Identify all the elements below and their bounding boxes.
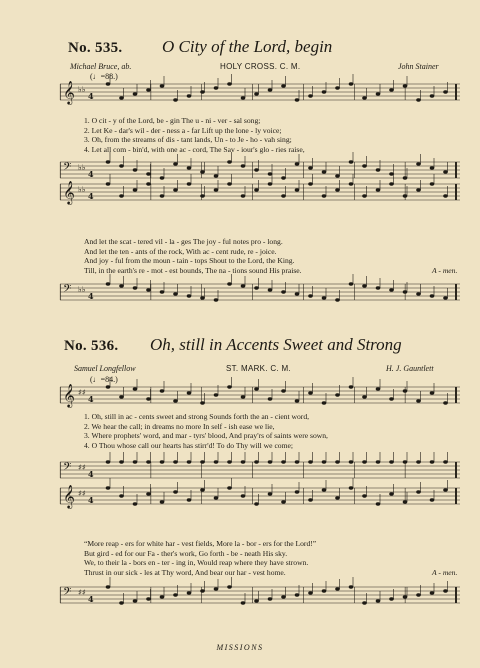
note-head bbox=[362, 164, 367, 167]
note-head bbox=[349, 282, 354, 285]
note-head bbox=[146, 460, 151, 463]
note-head bbox=[254, 387, 259, 390]
verse-line: And let the ten - ants of the rock, With ac - cent rude, re - joice. bbox=[84, 246, 277, 256]
note-head bbox=[173, 399, 178, 402]
music-system bbox=[60, 486, 470, 528]
note-head bbox=[214, 587, 219, 590]
note-head bbox=[133, 92, 138, 95]
note-head bbox=[389, 182, 394, 185]
page-footer: MISSIONS bbox=[216, 643, 264, 652]
note-head bbox=[403, 595, 408, 598]
treble-clef-icon: 𝄞 bbox=[63, 80, 75, 104]
note-head bbox=[160, 460, 165, 463]
note-head bbox=[295, 188, 300, 191]
note-head bbox=[119, 460, 124, 463]
note-head bbox=[200, 170, 205, 173]
note-head bbox=[187, 591, 192, 594]
note-head bbox=[322, 589, 327, 592]
verse-line: 3. Oh, from the streams of dis - tant lands, Un - to Je - ho - vah sing; bbox=[84, 135, 292, 145]
note-head bbox=[106, 460, 111, 463]
note-head bbox=[187, 294, 192, 297]
hymn-535-composer: John Stainer bbox=[398, 62, 439, 71]
verse-line: 1. O cit - y of the Lord, be - gin The u - ni - ver - sal song; bbox=[84, 116, 261, 125]
note-head bbox=[335, 298, 340, 301]
note-head bbox=[160, 290, 165, 293]
note-head bbox=[389, 397, 394, 400]
note-head bbox=[322, 488, 327, 491]
note-head bbox=[146, 597, 151, 600]
verse-line: 2. We hear the call; in dreams no more In self - ish ease we lie, bbox=[84, 421, 275, 431]
time-signature-icon: 4 bbox=[88, 394, 94, 404]
note-head bbox=[106, 585, 111, 588]
note-head bbox=[281, 460, 286, 463]
note-head bbox=[214, 460, 219, 463]
note-head bbox=[268, 88, 273, 91]
note-head bbox=[376, 387, 381, 390]
note-head bbox=[362, 601, 367, 604]
note-head bbox=[335, 587, 340, 590]
note-head bbox=[295, 292, 300, 295]
note-head bbox=[214, 174, 219, 177]
note-head bbox=[281, 595, 286, 598]
note-head bbox=[349, 82, 354, 85]
note-head bbox=[119, 96, 124, 99]
note-head bbox=[376, 168, 381, 171]
note-head bbox=[268, 182, 273, 185]
note-head bbox=[430, 94, 435, 97]
note-head bbox=[146, 182, 151, 185]
note-head bbox=[119, 395, 124, 398]
note-head bbox=[254, 188, 259, 191]
note-head bbox=[335, 188, 340, 191]
note-head bbox=[416, 162, 421, 165]
staff-lines bbox=[60, 184, 460, 200]
note-head bbox=[119, 284, 124, 287]
note-head bbox=[389, 492, 394, 495]
verse-block bbox=[84, 237, 302, 275]
note-head bbox=[133, 188, 138, 191]
note-head bbox=[416, 188, 421, 191]
staff-lines bbox=[60, 462, 460, 478]
note-head bbox=[349, 486, 354, 489]
note-head bbox=[268, 597, 273, 600]
note-head bbox=[295, 593, 300, 596]
note-head bbox=[146, 172, 151, 175]
note-head bbox=[376, 599, 381, 602]
verse-line: And joy - ful from the moun - tain - tops Shout to the Lord, the King. bbox=[84, 256, 295, 266]
verse-line: But gird - ed for our Fa - ther's work, Go forth - be - neath His sky. bbox=[84, 548, 288, 558]
key-signature-icon: ♯♯ bbox=[78, 588, 86, 597]
note-head bbox=[106, 160, 111, 163]
note-head bbox=[416, 460, 421, 463]
note-head bbox=[254, 92, 259, 95]
note-head bbox=[227, 282, 232, 285]
bass-clef-icon: 𝄢 bbox=[63, 283, 72, 298]
verse-line: 4. O Thou whose call our hearts has stirr'd! To do Thy will we come; bbox=[84, 440, 293, 450]
note-head bbox=[322, 170, 327, 173]
note-head bbox=[200, 296, 205, 299]
note-head bbox=[119, 601, 124, 604]
note-head bbox=[281, 500, 286, 503]
note-head bbox=[106, 385, 111, 388]
note-head bbox=[133, 387, 138, 390]
hymn-536-title: Oh, still in Accents Sweet and Strong bbox=[150, 335, 402, 354]
note-head bbox=[335, 86, 340, 89]
note-head bbox=[416, 593, 421, 596]
note-head bbox=[173, 490, 178, 493]
key-signature-icon: ♯♯ bbox=[78, 489, 86, 498]
hymn-536-author: Samuel Longfellow bbox=[74, 364, 136, 373]
note-head bbox=[214, 393, 219, 396]
note-head bbox=[254, 168, 259, 171]
hymn-535-tune: HOLY CROSS. C. M. bbox=[220, 62, 301, 71]
note-head bbox=[389, 172, 394, 175]
verse-line: 3. Where prophets' word, and mar - tyrs' blood, And pray'rs of saints were sown, bbox=[84, 431, 328, 441]
note-head bbox=[146, 288, 151, 291]
note-head bbox=[308, 182, 313, 185]
time-signature-icon: 4 bbox=[88, 495, 94, 505]
note-head bbox=[308, 591, 313, 594]
note-head bbox=[430, 460, 435, 463]
note-head bbox=[254, 460, 259, 463]
note-head bbox=[362, 284, 367, 287]
note-head bbox=[173, 292, 178, 295]
note-head bbox=[133, 460, 138, 463]
note-head bbox=[227, 460, 232, 463]
note-head bbox=[335, 460, 340, 463]
note-head bbox=[281, 389, 286, 392]
verse-line: We, to their la - bors en - ter - ing in, Would reap where they have strown. bbox=[84, 558, 309, 568]
note-head bbox=[119, 494, 124, 497]
note-head bbox=[106, 486, 111, 489]
note-head bbox=[349, 182, 354, 185]
time-signature-icon: 4 bbox=[88, 191, 94, 201]
note-head bbox=[308, 94, 313, 97]
note-head bbox=[443, 401, 448, 404]
treble-clef-icon: 𝄞 bbox=[63, 383, 75, 407]
hymn-536-tune: ST. MARK. C. M. bbox=[226, 364, 291, 373]
note-head bbox=[322, 194, 327, 197]
note-head bbox=[173, 460, 178, 463]
note-head bbox=[430, 294, 435, 297]
note-head bbox=[349, 585, 354, 588]
amen-label: A - men. bbox=[432, 568, 458, 577]
note-head bbox=[187, 498, 192, 501]
treble-clef-icon: 𝄞 bbox=[63, 180, 75, 204]
note-head bbox=[160, 500, 165, 503]
hymn-535-author: Michael Bruce, ab. bbox=[70, 62, 132, 71]
note-head bbox=[241, 494, 246, 497]
note-head bbox=[241, 601, 246, 604]
note-head bbox=[200, 194, 205, 197]
note-head bbox=[430, 182, 435, 185]
note-head bbox=[443, 170, 448, 173]
note-head bbox=[214, 496, 219, 499]
note-head bbox=[241, 96, 246, 99]
note-head bbox=[362, 494, 367, 497]
note-head bbox=[308, 294, 313, 297]
note-head bbox=[335, 393, 340, 396]
note-head bbox=[349, 385, 354, 388]
note-head bbox=[227, 82, 232, 85]
note-head bbox=[200, 90, 205, 93]
note-head bbox=[173, 162, 178, 165]
hymn-535-title: O City of the Lord, begin bbox=[162, 37, 333, 56]
note-head bbox=[173, 593, 178, 596]
staff-lines bbox=[60, 587, 460, 603]
verse-line: Thrust in our sick - les at Thy word, And bear our har - vest home. bbox=[84, 567, 286, 577]
note-head bbox=[308, 166, 313, 169]
note-head bbox=[349, 460, 354, 463]
verse-line: And let the scat - tered vil - la - ges The joy - ful notes pro - long. bbox=[84, 237, 283, 246]
note-head bbox=[268, 492, 273, 495]
key-signature-icon: ♭♭ bbox=[78, 185, 86, 194]
note-head bbox=[227, 160, 232, 163]
verse-line: 2. Let Ke - dar's wil - der - ness a - far Lift up the lone - ly voice; bbox=[84, 125, 282, 135]
note-head bbox=[322, 460, 327, 463]
note-head bbox=[119, 194, 124, 197]
note-head bbox=[443, 296, 448, 299]
note-head bbox=[241, 284, 246, 287]
note-head bbox=[403, 194, 408, 197]
note-head bbox=[281, 194, 286, 197]
note-head bbox=[214, 298, 219, 301]
music-system bbox=[60, 585, 470, 627]
note-head bbox=[430, 498, 435, 501]
bass-clef-icon: 𝄢 bbox=[63, 461, 72, 476]
note-head bbox=[362, 96, 367, 99]
note-head bbox=[308, 391, 313, 394]
note-head bbox=[106, 182, 111, 185]
note-head bbox=[281, 290, 286, 293]
note-head bbox=[281, 84, 286, 87]
note-head bbox=[146, 88, 151, 91]
verse-line: “More reap - ers for white har - vest fields, More la - bor - ers for the Lord!” bbox=[84, 539, 317, 548]
time-signature-icon: 4 bbox=[88, 169, 94, 179]
verse-block bbox=[84, 116, 305, 154]
note-head bbox=[443, 460, 448, 463]
note-head bbox=[200, 460, 205, 463]
note-head bbox=[187, 460, 192, 463]
note-head bbox=[133, 168, 138, 171]
note-head bbox=[214, 86, 219, 89]
note-head bbox=[214, 188, 219, 191]
bass-clef-icon: 𝄢 bbox=[63, 161, 72, 176]
staff-lines bbox=[60, 162, 460, 178]
note-head bbox=[187, 182, 192, 185]
music-system bbox=[60, 182, 470, 224]
time-signature-icon: 4 bbox=[88, 291, 94, 301]
note-head bbox=[200, 488, 205, 491]
note-head bbox=[443, 589, 448, 592]
key-signature-icon: ♭♭ bbox=[78, 85, 86, 94]
hymn-536-number: No. 536. bbox=[64, 338, 119, 354]
note-head bbox=[389, 288, 394, 291]
verse-line: 4. Let all com - bin'd, with one ac - cord, The Sav - iour's glo - ries raise, bbox=[84, 144, 305, 154]
note-head bbox=[146, 397, 151, 400]
hymn-536-composer: H. J. Gauntlett bbox=[386, 364, 434, 373]
note-head bbox=[376, 286, 381, 289]
note-head bbox=[119, 164, 124, 167]
bass-clef-icon: 𝄢 bbox=[63, 586, 72, 601]
note-head bbox=[241, 460, 246, 463]
verse-line: Till, in the earth's re - mot - est bounds, The na - tions sound His praise. bbox=[84, 265, 302, 275]
note-head bbox=[295, 460, 300, 463]
note-head bbox=[160, 595, 165, 598]
note-head bbox=[416, 490, 421, 493]
note-head bbox=[160, 194, 165, 197]
note-head bbox=[322, 296, 327, 299]
note-head bbox=[241, 194, 246, 197]
note-head bbox=[295, 98, 300, 101]
note-head bbox=[389, 88, 394, 91]
note-head bbox=[268, 397, 273, 400]
note-head bbox=[254, 286, 259, 289]
note-head bbox=[254, 599, 259, 602]
note-head bbox=[173, 188, 178, 191]
note-head bbox=[403, 500, 408, 503]
staff-lines bbox=[60, 387, 460, 403]
note-head bbox=[403, 176, 408, 179]
hymn-535-tempo: (♩=88.) bbox=[90, 72, 118, 81]
note-head bbox=[241, 395, 246, 398]
note-head bbox=[133, 502, 138, 505]
note-head bbox=[322, 401, 327, 404]
note-head bbox=[362, 194, 367, 197]
verse-block bbox=[84, 539, 316, 577]
hymn-536-tempo: (♩=84.) bbox=[90, 375, 118, 384]
note-head bbox=[227, 585, 232, 588]
note-head bbox=[389, 460, 394, 463]
note-head bbox=[335, 174, 340, 177]
note-head bbox=[443, 194, 448, 197]
note-head bbox=[403, 460, 408, 463]
note-head bbox=[349, 160, 354, 163]
verse-block bbox=[84, 412, 328, 450]
note-head bbox=[430, 391, 435, 394]
note-head bbox=[295, 490, 300, 493]
note-head bbox=[295, 162, 300, 165]
note-head bbox=[106, 82, 111, 85]
note-head bbox=[308, 460, 313, 463]
note-head bbox=[227, 182, 232, 185]
note-head bbox=[430, 591, 435, 594]
music-system bbox=[60, 282, 470, 324]
note-head bbox=[160, 84, 165, 87]
note-head bbox=[187, 391, 192, 394]
note-head bbox=[416, 292, 421, 295]
note-head bbox=[335, 496, 340, 499]
note-head bbox=[133, 599, 138, 602]
hymn-535-number: No. 535. bbox=[68, 40, 123, 56]
note-head bbox=[403, 389, 408, 392]
note-head bbox=[281, 176, 286, 179]
note-head bbox=[133, 286, 138, 289]
note-head bbox=[187, 166, 192, 169]
time-signature-icon: 4 bbox=[88, 594, 94, 604]
note-head bbox=[376, 502, 381, 505]
note-head bbox=[376, 188, 381, 191]
note-head bbox=[403, 84, 408, 87]
note-head bbox=[416, 399, 421, 402]
time-signature-icon: 4 bbox=[88, 469, 94, 479]
key-signature-icon: ♯♯ bbox=[78, 463, 86, 472]
note-head bbox=[376, 92, 381, 95]
note-head bbox=[295, 399, 300, 402]
note-head bbox=[187, 94, 192, 97]
note-head bbox=[227, 385, 232, 388]
note-head bbox=[146, 492, 151, 495]
note-head bbox=[200, 401, 205, 404]
note-head bbox=[268, 460, 273, 463]
note-head bbox=[160, 389, 165, 392]
note-head bbox=[241, 164, 246, 167]
note-head bbox=[389, 597, 394, 600]
note-head bbox=[173, 98, 178, 101]
note-head bbox=[362, 460, 367, 463]
verse-line: 1. Oh, still in ac - cents sweet and strong Sounds forth the an - cient word, bbox=[84, 412, 310, 421]
note-head bbox=[227, 486, 232, 489]
key-signature-icon: ♭♭ bbox=[78, 163, 86, 172]
key-signature-icon: ♭♭ bbox=[78, 285, 86, 294]
note-head bbox=[376, 460, 381, 463]
note-head bbox=[322, 90, 327, 93]
key-signature-icon: ♯♯ bbox=[78, 388, 86, 397]
note-head bbox=[254, 502, 259, 505]
note-head bbox=[200, 589, 205, 592]
amen-label: A - men. bbox=[432, 266, 458, 275]
time-signature-icon: 4 bbox=[88, 91, 94, 101]
note-head bbox=[268, 288, 273, 291]
note-head bbox=[443, 90, 448, 93]
note-head bbox=[403, 290, 408, 293]
note-head bbox=[362, 395, 367, 398]
treble-clef-icon: 𝄞 bbox=[63, 484, 75, 508]
note-head bbox=[268, 172, 273, 175]
note-head bbox=[430, 166, 435, 169]
note-head bbox=[160, 176, 165, 179]
note-head bbox=[443, 488, 448, 491]
note-head bbox=[106, 282, 111, 285]
note-head bbox=[308, 498, 313, 501]
note-head bbox=[416, 98, 421, 101]
